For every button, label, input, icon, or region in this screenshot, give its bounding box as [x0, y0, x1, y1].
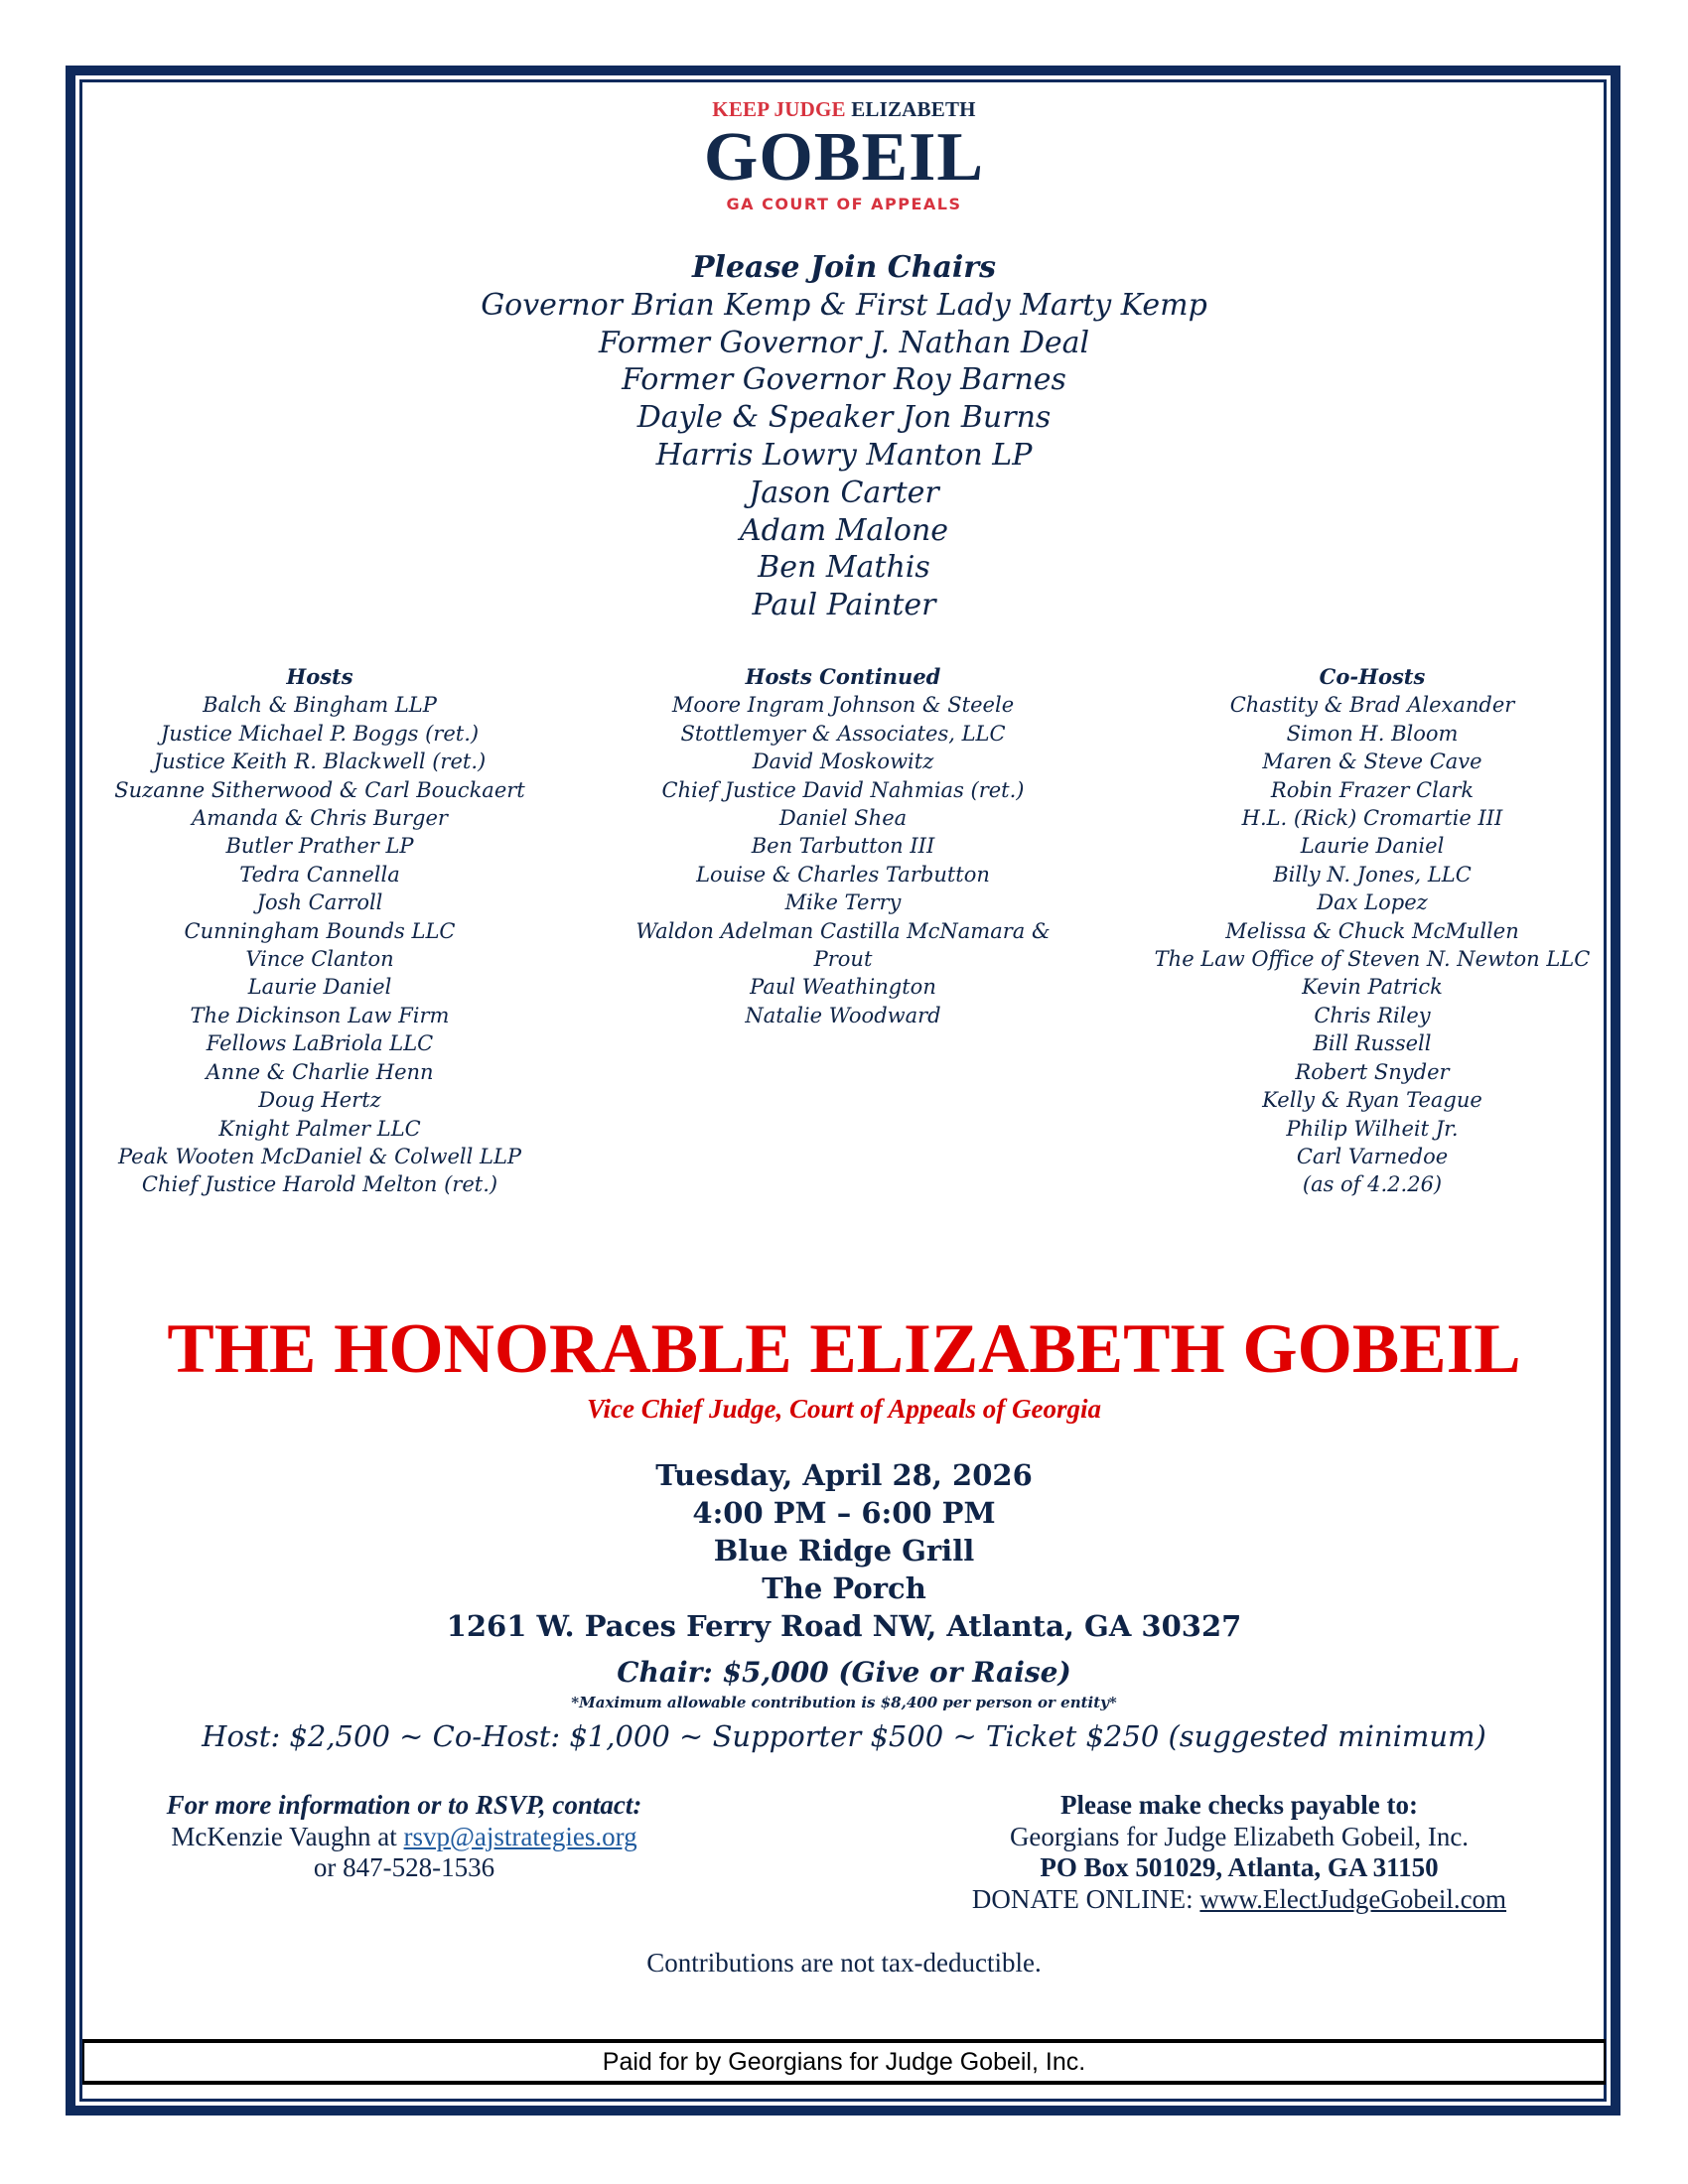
host-name: Vince Clanton [245, 947, 394, 972]
logo-name: GOBEIL [703, 119, 985, 196]
host-name: David Moskowitz [752, 750, 934, 774]
event-details [0, 1456, 1688, 1645]
host-name: Justice Keith R. Blackwell (ret.) [153, 750, 487, 774]
co-host-name: Simon H. Bloom [1286, 721, 1459, 746]
checks-payee: Georgians for Judge Elizabeth Gobeil, Inc. [1009, 1821, 1470, 1851]
host-name: Butler Prather LP [225, 834, 414, 859]
hosts-continued-heading: Hosts Continued [745, 664, 941, 689]
event-room: The Porch [762, 1571, 926, 1605]
co-host-name: Kevin Patrick [1302, 975, 1443, 1000]
co-host-name: Bill Russell [1313, 1031, 1432, 1056]
hosts-column [81, 663, 558, 1199]
host-name: Natalie Woodward [745, 1003, 941, 1027]
host-name: Paul Weathington [750, 975, 936, 1000]
host-name: Louise & Charles Tarbutton [696, 862, 990, 887]
chairs-heading: Please Join Chairs [692, 250, 996, 285]
contribution-levels: Host: $2,500 ~ Co-Host: $1,000 ~ Supporter $500 ~ Ticket $250 (suggested minimum) [202, 1719, 1486, 1753]
checks-address: PO Box 501029, Atlanta, GA 31150 [1040, 1852, 1439, 1882]
logo-tagline [0, 98, 1688, 121]
chairs-section [0, 249, 1688, 624]
donate-line [892, 1884, 1587, 1916]
event-date: Tuesday, April 28, 2026 [655, 1458, 1033, 1492]
event-title: THE HONORABLE ELIZABETH GOBEIL [167, 1310, 1521, 1388]
chair-level: Chair: $5,000 (Give or Raise) [617, 1656, 1071, 1689]
co-host-name: Melissa & Chuck McMullen [1225, 918, 1519, 943]
event-venue: Blue Ridge Grill [713, 1534, 975, 1568]
co-host-name: Billy N. Jones, LLC [1273, 862, 1472, 887]
host-name: Laurie Daniel [247, 975, 392, 1000]
checks-heading: Please make checks payable to: [1060, 1790, 1418, 1820]
co-host-name: Dax Lopez [1317, 890, 1428, 915]
host-name: Josh Carroll [256, 890, 383, 915]
host-name: Stottlemyer & Associates, LLC [680, 721, 1006, 746]
host-name-list [625, 691, 1061, 1029]
host-name: Justice Michael P. Boggs (ret.) [160, 721, 480, 746]
event-address: 1261 W. Paces Ferry Road NW, Atlanta, GA 30327 [446, 1609, 1242, 1643]
chair-name: Dayle & Speaker Jon Burns [636, 400, 1052, 436]
host-name: Moore Ingram Johnson & Steele [671, 693, 1015, 718]
host-name: Chief Justice Harold Melton (ret.) [141, 1172, 498, 1197]
contact-heading: For more information or to RSVP, contact: [166, 1790, 642, 1820]
co-host-name: The Law Office of Steven N. Newton LLC [1154, 947, 1591, 972]
chair-name: Former Governor Roy Barnes [622, 362, 1066, 398]
hosts-heading: Hosts [286, 664, 353, 689]
max-contribution-note: *Maximum allowable contribution is $8,400 per person or entity* [571, 1694, 1117, 1711]
co-host-name: Maren & Steve Cave [1262, 750, 1482, 774]
co-host-name: Philip Wilheit Jr. [1286, 1116, 1459, 1141]
contact-block [57, 1790, 752, 1884]
chair-name-list [0, 287, 1688, 624]
host-name: Peak Wooten McDaniel & Colwell LLP [117, 1144, 522, 1168]
chair-name: Former Governor J. Nathan Deal [598, 325, 1090, 360]
chair-name: Jason Carter [749, 475, 939, 510]
co-host-name: Chris Riley [1314, 1003, 1431, 1027]
event-time: 4:00 PM – 6:00 PM [692, 1496, 996, 1530]
host-name: Tedra Cannella [239, 862, 400, 887]
co-host-name: Carl Varnedoe [1296, 1144, 1449, 1168]
logo-elizabeth: ELIZABETH [851, 97, 976, 121]
host-name: Suzanne Sitherwood & Carl Bouckaert [114, 777, 525, 802]
checks-block [892, 1790, 1587, 1915]
co-host-name: Robert Snyder [1295, 1059, 1450, 1084]
co-hosts-column [1154, 663, 1591, 1199]
host-name: Mike Terry [784, 890, 902, 915]
donate-website-link[interactable]: www.ElectJudgeGobeil.com [1199, 1883, 1507, 1914]
co-host-name: (as of 4.2.26) [1302, 1172, 1443, 1197]
host-name: Fellows LaBriola LLC [206, 1031, 434, 1056]
contact-name-line [57, 1822, 752, 1853]
co-host-name-list [1154, 691, 1591, 1198]
host-name: Ben Tarbutton III [751, 834, 935, 859]
contact-phone: or 847-528-1536 [313, 1852, 495, 1882]
chair-name: Harris Lowry Manton LP [655, 437, 1033, 473]
host-name: Balch & Bingham LLP [203, 693, 437, 718]
logo-keep-judge: KEEP JUDGE [712, 97, 846, 121]
chair-name: Ben Mathis [758, 550, 930, 586]
chair-name: Paul Painter [752, 588, 936, 623]
host-name: Knight Palmer LLC [218, 1116, 421, 1141]
chair-name: Adam Malone [739, 512, 949, 548]
co-host-name: H.L. (Rick) Cromartie III [1241, 806, 1503, 831]
host-name: Cunningham Bounds LLC [184, 918, 456, 943]
host-name-list [81, 691, 558, 1198]
contact-email-link[interactable]: rsvp@ajstrategies.org [403, 1821, 637, 1851]
host-name: Amanda & Chris Burger [192, 806, 448, 831]
host-name: Daniel Shea [778, 806, 908, 831]
host-name: Anne & Charlie Henn [206, 1059, 434, 1084]
donate-label: DONATE ONLINE: [971, 1883, 1200, 1914]
host-name: Waldon Adelman Castilla McNamara & Prout [635, 918, 1051, 972]
co-host-name: Chastity & Brad Alexander [1229, 693, 1515, 718]
tax-disclaimer: Contributions are not tax-deductible. [646, 1948, 1042, 1978]
hosts-continued-column [625, 663, 1061, 1029]
paid-for-footer: Paid for by Georgians for Judge Gobeil, Inc. [82, 2039, 1606, 2085]
contact-name: McKenzie Vaughn at [171, 1821, 404, 1851]
chair-name: Governor Brian Kemp & First Lady Marty Kemp [481, 287, 1207, 323]
host-name: The Dickinson Law Firm [190, 1003, 450, 1027]
host-name: Doug Hertz [258, 1088, 381, 1113]
co-hosts-heading: Co-Hosts [1319, 664, 1426, 689]
host-name: Chief Justice David Nahmias (ret.) [661, 777, 1025, 802]
co-host-name: Laurie Daniel [1300, 834, 1445, 859]
co-host-name: Robin Frazer Clark [1270, 777, 1475, 802]
co-host-name: Kelly & Ryan Teague [1262, 1088, 1482, 1113]
logo-court: GA COURT OF APPEALS [726, 195, 962, 213]
event-subtitle: Vice Chief Judge, Court of Appeals of Georgia [587, 1394, 1101, 1424]
